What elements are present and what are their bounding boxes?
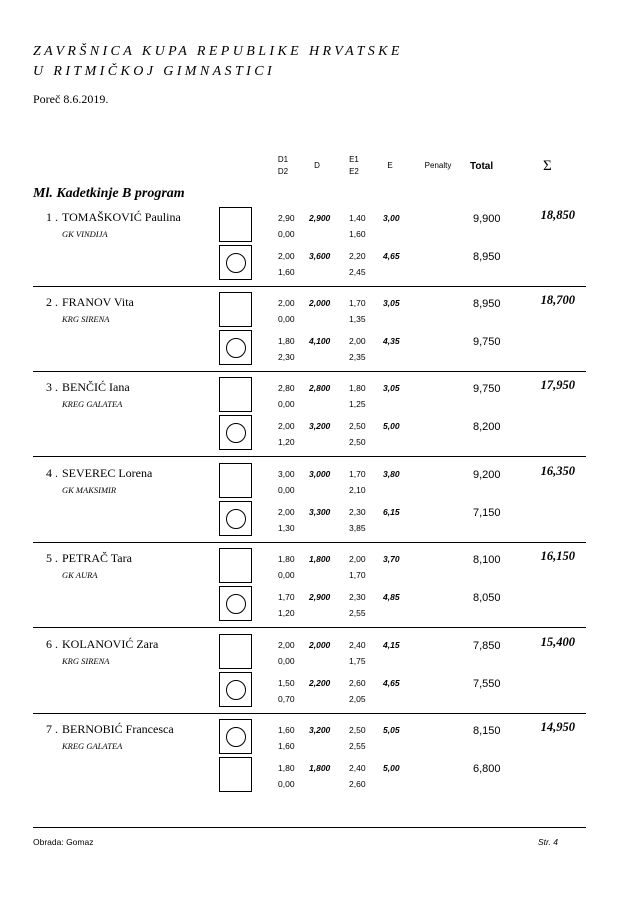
apparatus-box <box>219 586 252 621</box>
athlete-name: KOLANOVIĆ Zara <box>62 637 159 651</box>
apparatus-box <box>219 415 252 450</box>
athlete-separator <box>33 286 586 287</box>
score-e1: 1,70 <box>349 469 366 479</box>
score-d1: 3,00 <box>278 469 295 479</box>
athlete-name: BERNOBIĆ Francesca <box>62 722 174 736</box>
apparatus-box <box>219 245 252 280</box>
routine-row <box>0 245 636 283</box>
score-total: 8,200 <box>473 421 501 433</box>
score-e2: 2,55 <box>349 741 366 751</box>
score-d2: 0,00 <box>278 656 295 666</box>
athlete-rank: 1 . <box>46 210 58 224</box>
title-line-1: ZAVRŠNICA KUPA REPUBLIKE HRVATSKE <box>33 44 403 59</box>
score-d2: 1,30 <box>278 523 295 533</box>
score-e2: 2,60 <box>349 779 366 789</box>
score-total: 8,950 <box>473 251 501 263</box>
score-e: 5,00 <box>383 421 400 431</box>
athlete-club: KRG SIRENA <box>62 656 110 666</box>
athlete-club: GK VINDIJA <box>62 229 108 239</box>
score-d2: 0,00 <box>278 779 295 789</box>
score-d: 3,300 <box>309 507 331 517</box>
apparatus-box <box>219 463 252 498</box>
score-d: 3,000 <box>309 469 331 479</box>
column-header-sigma: Σ <box>543 158 552 174</box>
column-header-d: D <box>314 161 320 170</box>
athlete-separator <box>33 713 586 714</box>
score-d2: 1,60 <box>278 267 295 277</box>
athlete-club: GK MAKSIMIR <box>62 485 117 495</box>
score-d1: 2,80 <box>278 383 295 393</box>
ball-apparatus-icon <box>226 338 246 358</box>
score-d2: 0,00 <box>278 314 295 324</box>
score-d1: 1,80 <box>278 763 295 773</box>
score-d2: 0,70 <box>278 694 295 704</box>
athlete-separator <box>33 542 586 543</box>
athlete-entry <box>0 295 636 381</box>
score-d1: 2,00 <box>278 298 295 308</box>
score-e2: 1,25 <box>349 399 366 409</box>
score-e2: 1,70 <box>349 570 366 580</box>
footer-separator <box>33 827 586 828</box>
routine-row <box>0 634 636 672</box>
athlete-entry <box>0 551 636 637</box>
routine-row <box>0 415 636 453</box>
score-e1: 2,00 <box>349 336 366 346</box>
score-e: 4,65 <box>383 251 400 261</box>
apparatus-box <box>219 377 252 412</box>
score-e: 4,15 <box>383 640 400 650</box>
apparatus-box <box>219 292 252 327</box>
score-d: 3,200 <box>309 725 331 735</box>
score-e: 4,65 <box>383 678 400 688</box>
score-e1: 2,40 <box>349 763 366 773</box>
column-header-e1-e2: E1 E2 <box>349 155 359 176</box>
athlete-name: TOMAŠKOVIĆ Paulina <box>62 210 181 224</box>
score-e2: 2,35 <box>349 352 366 362</box>
score-d1: 2,00 <box>278 640 295 650</box>
score-d: 4,100 <box>309 336 331 346</box>
athlete-sum-score: 16,150 <box>540 549 575 563</box>
score-d1: 2,00 <box>278 251 295 261</box>
apparatus-box <box>219 672 252 707</box>
score-e2: 3,85 <box>349 523 366 533</box>
routine-row <box>0 501 636 539</box>
score-total: 9,200 <box>473 469 501 481</box>
athlete-club: KRG SIRENA <box>62 314 110 324</box>
athlete-separator <box>33 627 586 628</box>
ball-apparatus-icon <box>226 509 246 529</box>
score-e2: 1,35 <box>349 314 366 324</box>
score-total: 9,750 <box>473 383 501 395</box>
score-d: 2,800 <box>309 383 331 393</box>
score-e: 3,70 <box>383 554 400 564</box>
score-d2: 1,20 <box>278 608 295 618</box>
apparatus-box <box>219 719 252 754</box>
score-e2: 2,05 <box>349 694 366 704</box>
routine-row <box>0 672 636 710</box>
score-e1: 2,40 <box>349 640 366 650</box>
score-e: 3,05 <box>383 298 400 308</box>
score-e: 3,00 <box>383 213 400 223</box>
score-d: 2,900 <box>309 592 331 602</box>
score-d: 1,800 <box>309 554 331 564</box>
category-title: Ml. Kadetkinje B program <box>33 186 185 201</box>
apparatus-box <box>219 757 252 792</box>
athlete-separator <box>33 371 586 372</box>
score-e1: 2,50 <box>349 421 366 431</box>
score-d1: 1,50 <box>278 678 295 688</box>
routine-row <box>0 292 636 330</box>
title-line-2: U RITMIČKOJ GIMNASTICI <box>33 64 276 79</box>
score-d1: 1,80 <box>278 336 295 346</box>
athlete-sum-score: 18,700 <box>540 293 575 307</box>
score-total: 7,850 <box>473 640 501 652</box>
score-d: 3,200 <box>309 421 331 431</box>
score-d1: 1,70 <box>278 592 295 602</box>
score-d: 2,900 <box>309 213 331 223</box>
score-e1: 2,20 <box>349 251 366 261</box>
athlete-entry <box>0 466 636 552</box>
score-d1: 1,80 <box>278 554 295 564</box>
score-d: 1,800 <box>309 763 331 773</box>
score-e: 4,35 <box>383 336 400 346</box>
athlete-club: GK AURA <box>62 570 98 580</box>
ball-apparatus-icon <box>226 680 246 700</box>
score-e1: 2,50 <box>349 725 366 735</box>
score-e1: 1,70 <box>349 298 366 308</box>
ball-apparatus-icon <box>226 253 246 273</box>
score-d1: 2,00 <box>278 421 295 431</box>
score-e1: 1,40 <box>349 213 366 223</box>
score-d: 2,000 <box>309 298 331 308</box>
athlete-sum-score: 16,350 <box>540 464 575 478</box>
routine-row <box>0 207 636 245</box>
athlete-name: FRANOV Vita <box>62 295 134 309</box>
routine-row <box>0 586 636 624</box>
athlete-rank: 3 . <box>46 380 58 394</box>
athlete-rank: 6 . <box>46 637 58 651</box>
score-total: 9,900 <box>473 213 501 225</box>
apparatus-box <box>219 548 252 583</box>
athlete-rank: 2 . <box>46 295 58 309</box>
apparatus-box <box>219 207 252 242</box>
score-d1: 2,90 <box>278 213 295 223</box>
athlete-separator <box>33 456 586 457</box>
apparatus-box <box>219 634 252 669</box>
column-header-penalty: Penalty <box>424 161 452 170</box>
score-e: 5,05 <box>383 725 400 735</box>
score-e2: 1,60 <box>349 229 366 239</box>
athlete-sum-score: 15,400 <box>540 635 575 649</box>
ball-apparatus-icon <box>226 727 246 747</box>
routine-row <box>0 548 636 586</box>
routine-row <box>0 757 636 795</box>
score-e2: 2,55 <box>349 608 366 618</box>
routine-row <box>0 377 636 415</box>
footer-right: Str. 4 <box>538 837 558 847</box>
score-e1: 1,80 <box>349 383 366 393</box>
athlete-name: PETRAČ Tara <box>62 551 132 565</box>
score-e1: 2,60 <box>349 678 366 688</box>
athlete-sum-score: 18,850 <box>540 208 575 222</box>
athlete-name: SEVEREC Lorena <box>62 466 153 480</box>
score-e2: 2,50 <box>349 437 366 447</box>
score-e1: 2,30 <box>349 592 366 602</box>
ball-apparatus-icon <box>226 423 246 443</box>
score-d2: 0,00 <box>278 485 295 495</box>
score-d2: 0,00 <box>278 229 295 239</box>
score-total: 8,050 <box>473 592 501 604</box>
score-d: 3,600 <box>309 251 331 261</box>
score-e2: 2,45 <box>349 267 366 277</box>
score-d2: 0,00 <box>278 570 295 580</box>
score-total: 9,750 <box>473 336 501 348</box>
score-d: 2,200 <box>309 678 331 688</box>
score-total: 7,150 <box>473 507 501 519</box>
athlete-sum-score: 17,950 <box>540 378 575 392</box>
score-e2: 2,10 <box>349 485 366 495</box>
routine-row <box>0 463 636 501</box>
score-d: 2,000 <box>309 640 331 650</box>
score-d1: 2,00 <box>278 507 295 517</box>
routine-row <box>0 719 636 757</box>
athlete-entry <box>0 637 636 723</box>
score-e: 3,80 <box>383 469 400 479</box>
athlete-name: BENČIĆ Iana <box>62 380 130 394</box>
score-d2: 1,20 <box>278 437 295 447</box>
score-e: 3,05 <box>383 383 400 393</box>
athlete-club: KREG GALATEA <box>62 399 123 409</box>
athlete-club: KREG GALATEA <box>62 741 123 751</box>
athlete-entry <box>0 722 636 808</box>
score-e: 6,15 <box>383 507 400 517</box>
column-header-e: E <box>387 161 393 170</box>
score-total: 7,550 <box>473 678 501 690</box>
routine-row <box>0 330 636 368</box>
event-date: Poreč 8.6.2019. <box>33 92 109 106</box>
score-d1: 1,60 <box>278 725 295 735</box>
athlete-rank: 5 . <box>46 551 58 565</box>
score-e2: 1,75 <box>349 656 366 666</box>
score-e: 5,00 <box>383 763 400 773</box>
footer-left: Obrada: Gomaz <box>33 837 94 847</box>
score-d2: 1,60 <box>278 741 295 751</box>
ball-apparatus-icon <box>226 594 246 614</box>
athlete-entry <box>0 210 636 296</box>
score-d2: 0,00 <box>278 399 295 409</box>
score-e1: 2,00 <box>349 554 366 564</box>
athlete-rank: 7 . <box>46 722 58 736</box>
athlete-entry <box>0 380 636 466</box>
score-e1: 2,30 <box>349 507 366 517</box>
score-total: 8,150 <box>473 725 501 737</box>
column-header-d1-d2: D1 D2 <box>277 155 289 176</box>
score-total: 8,950 <box>473 298 501 310</box>
apparatus-box <box>219 501 252 536</box>
score-total: 6,800 <box>473 763 501 775</box>
apparatus-box <box>219 330 252 365</box>
athlete-sum-score: 14,950 <box>540 720 575 734</box>
athlete-rank: 4 . <box>46 466 58 480</box>
score-e: 4,85 <box>383 592 400 602</box>
column-header-total: Total <box>470 161 494 172</box>
score-d2: 2,30 <box>278 352 295 362</box>
score-total: 8,100 <box>473 554 501 566</box>
